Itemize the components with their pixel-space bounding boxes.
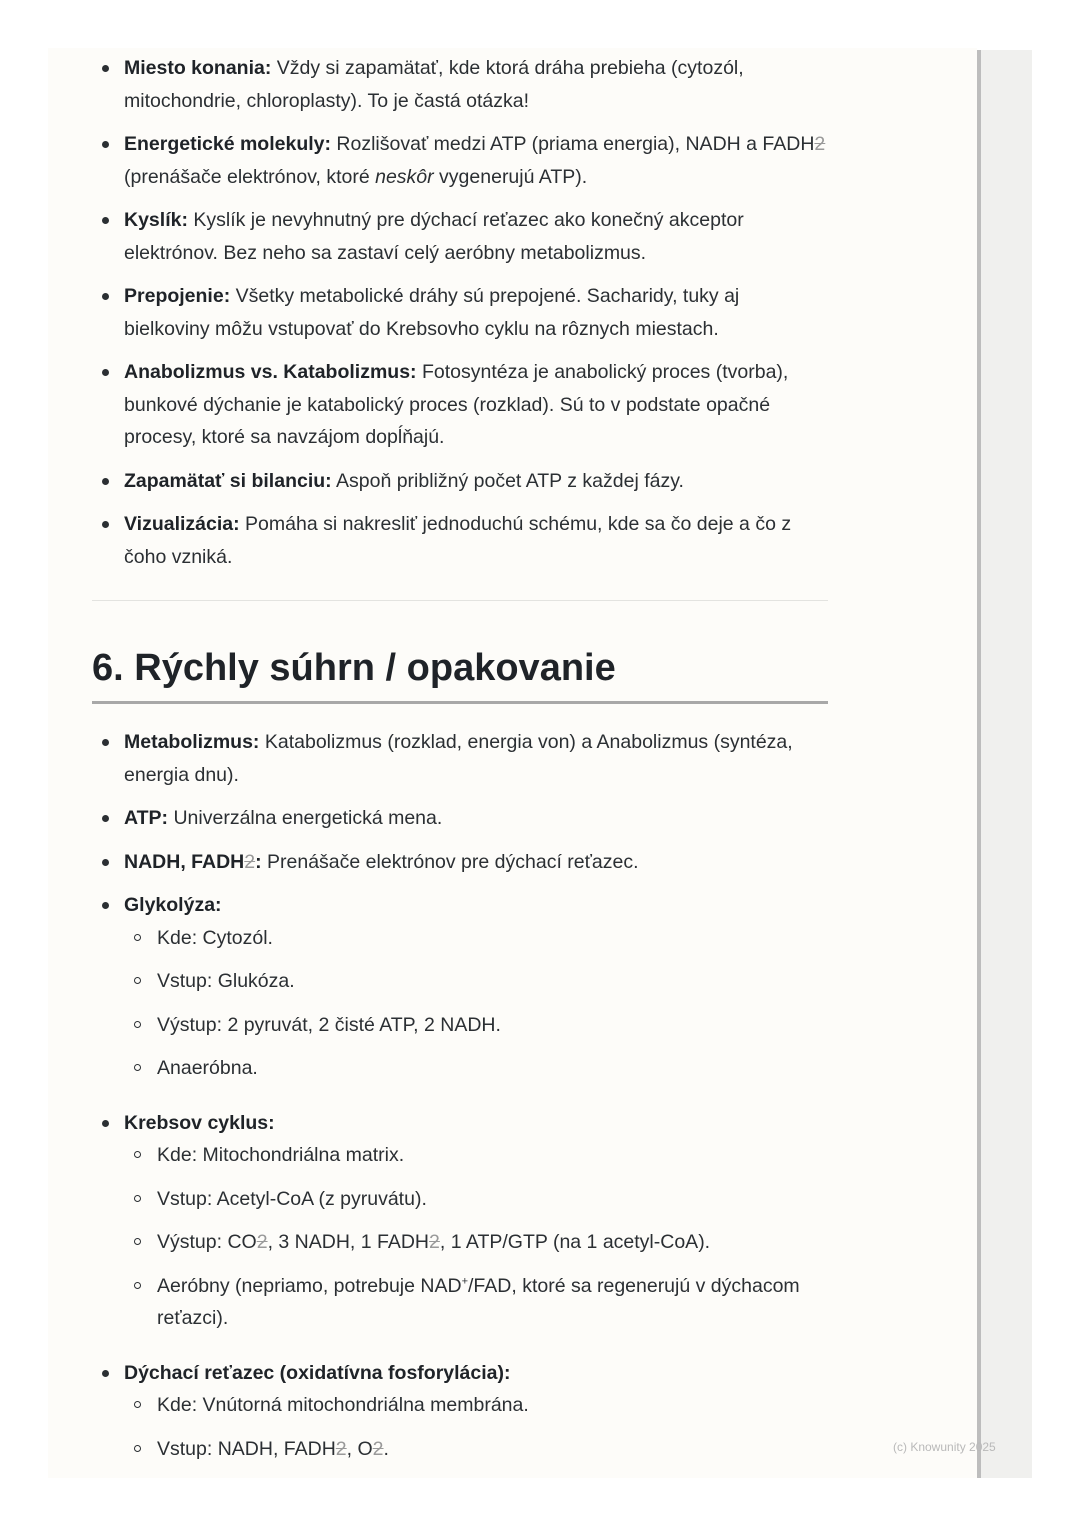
subscript: 2 bbox=[429, 1231, 440, 1253]
item-text bbox=[124, 802, 828, 835]
sub-list-item bbox=[157, 1270, 828, 1335]
list-item bbox=[124, 508, 828, 573]
item-text bbox=[124, 1357, 828, 1390]
term-label: Dýchací reťazec (oxidatívna fosforylácia): bbox=[124, 1361, 511, 1384]
text-segment: Univerzálna energetická mena. bbox=[168, 807, 443, 829]
list-item bbox=[124, 726, 828, 791]
text-segment: Fotosyntéza je anabolický proces (tvorba), bunkové dýchanie je katabolický proces (rozklad). Sú to v podstate opačné procesy, ktoré sa navzájom dopĺňajú. bbox=[124, 361, 789, 448]
term-label: NADH, FADH bbox=[124, 850, 245, 873]
text-segment: Vstup: NADH, FADH bbox=[157, 1437, 336, 1460]
list-item bbox=[124, 889, 828, 1085]
text-segment: Vždy si zapamätať, kde ktorá dráha prebieha (cytozól, mitochondrie, chloroplasty). To je častá otázka! bbox=[124, 57, 744, 112]
subscript: 2 bbox=[244, 850, 256, 873]
text-segment: Kde: Mitochondriálna matrix. bbox=[157, 1144, 405, 1166]
list-item bbox=[124, 280, 828, 345]
text-segment: Katabolizmus (rozklad, energia von) a Anabolizmus (syntéza, energia dnu). bbox=[124, 731, 793, 786]
document-content bbox=[92, 52, 828, 1487]
text-segment: Prenášače elektrónov pre dýchací reťazec. bbox=[261, 850, 639, 873]
text-segment: Aeróbny (nepriamo, potrebuje NAD bbox=[157, 1274, 462, 1297]
list-item bbox=[124, 1357, 828, 1466]
term-label: Prepojenie: bbox=[124, 285, 231, 307]
text-segment: Všetky metabolické dráhy sú prepojené. Sacharidy, tuky aj bielkoviny môžu vstupovať do Krebsovho cyklu na rôznych miestach. bbox=[124, 285, 740, 340]
text-segment: . bbox=[383, 1437, 389, 1460]
term-label: Glykolýza: bbox=[124, 894, 222, 916]
sub-list-item bbox=[157, 1433, 828, 1466]
text-segment: Vstup: Glukóza. bbox=[157, 970, 295, 992]
term-label: Vizualizácia: bbox=[124, 513, 240, 535]
item-text bbox=[124, 726, 828, 791]
side-scroll-panel[interactable] bbox=[977, 50, 1032, 1478]
section-divider bbox=[92, 600, 828, 601]
text-segment: Pomáha si nakresliť jednoduchú schému, kde sa čo deje a čo z čoho vzniká. bbox=[124, 513, 792, 568]
text-segment: Rozlišovať medzi ATP (priama energia), NADH a FADH bbox=[331, 133, 815, 155]
text-segment: Výstup: 2 pyruvát, 2 čisté ATP, 2 NADH. bbox=[157, 1013, 501, 1036]
term-label: Kyslík: bbox=[124, 209, 188, 231]
list-item bbox=[124, 204, 828, 269]
list-item bbox=[124, 356, 828, 454]
sub-list bbox=[124, 1389, 828, 1465]
term-label: : bbox=[255, 850, 262, 873]
summary-list bbox=[92, 726, 828, 1465]
subscript: 2 bbox=[335, 1437, 347, 1460]
sub-list bbox=[124, 922, 828, 1085]
sub-list-item bbox=[157, 922, 828, 955]
list-item bbox=[124, 128, 828, 193]
text-segment: Vstup: Acetyl-CoA (z pyruvátu). bbox=[157, 1187, 427, 1210]
sub-list-item bbox=[157, 1226, 828, 1259]
sub-list-item bbox=[157, 1389, 828, 1422]
text-segment: Kde: Cytozól. bbox=[157, 926, 273, 949]
term-label: Anabolizmus vs. Katabolizmus: bbox=[124, 361, 417, 383]
text-segment: Výstup: CO bbox=[157, 1231, 257, 1253]
section-heading: 6. Rýchly súhrn / opakovanie bbox=[92, 645, 828, 704]
sub-list bbox=[124, 1139, 828, 1335]
text-segment: Kyslík je nevyhnutný pre dýchací reťazec ako konečný akceptor elektrónov. Bez neho sa zastaví celý aeróbny metabolizmus. bbox=[124, 209, 744, 264]
text-segment: , 3 NADH, 1 FADH bbox=[267, 1231, 430, 1253]
text-segment: (prenášače elektrónov, ktoré bbox=[124, 165, 376, 188]
text-segment: , O bbox=[346, 1437, 373, 1460]
subscript: 2 bbox=[256, 1231, 268, 1253]
text-segment: /FAD, ktoré sa regenerujú v dýchacom reťazci). bbox=[157, 1274, 800, 1329]
term-label: Krebsov cyklus: bbox=[124, 1111, 275, 1134]
item-text bbox=[124, 846, 828, 879]
text-segment: neskôr bbox=[375, 165, 434, 188]
sub-list-item bbox=[157, 1052, 828, 1085]
sub-list-item bbox=[157, 1139, 828, 1172]
sub-list-item bbox=[157, 965, 828, 998]
list-item bbox=[124, 802, 828, 835]
text-segment: , 1 ATP/GTP (na 1 acetyl-CoA). bbox=[439, 1231, 711, 1253]
list-item bbox=[124, 1107, 828, 1335]
term-label: Zapamätať si bilanciu: bbox=[124, 469, 332, 492]
list-item bbox=[124, 52, 828, 117]
watermark: (c) Knowunity 2025 bbox=[893, 1440, 996, 1454]
text-segment: + bbox=[461, 1275, 469, 1287]
term-label: Metabolizmus: bbox=[124, 731, 260, 753]
text-segment: vygenerujú ATP). bbox=[433, 165, 588, 188]
term-label: Energetické molekuly: bbox=[124, 133, 331, 155]
text-segment: Kde: Vnútorná mitochondriálna membrána. bbox=[157, 1394, 529, 1416]
subscript: 2 bbox=[372, 1437, 384, 1460]
text-segment: Anaeróbna. bbox=[157, 1057, 258, 1079]
sub-list-item bbox=[157, 1183, 828, 1216]
item-text bbox=[124, 1107, 828, 1140]
item-text bbox=[124, 889, 828, 922]
subscript: 2 bbox=[814, 133, 826, 155]
sub-list-item bbox=[157, 1009, 828, 1042]
term-label: ATP: bbox=[124, 807, 169, 829]
text-segment: Aspoň približný počet ATP z každej fázy. bbox=[331, 469, 684, 492]
list-item bbox=[124, 465, 828, 498]
term-label: Miesto konania: bbox=[124, 57, 272, 79]
list-item bbox=[124, 846, 828, 879]
tips-list bbox=[92, 52, 828, 573]
